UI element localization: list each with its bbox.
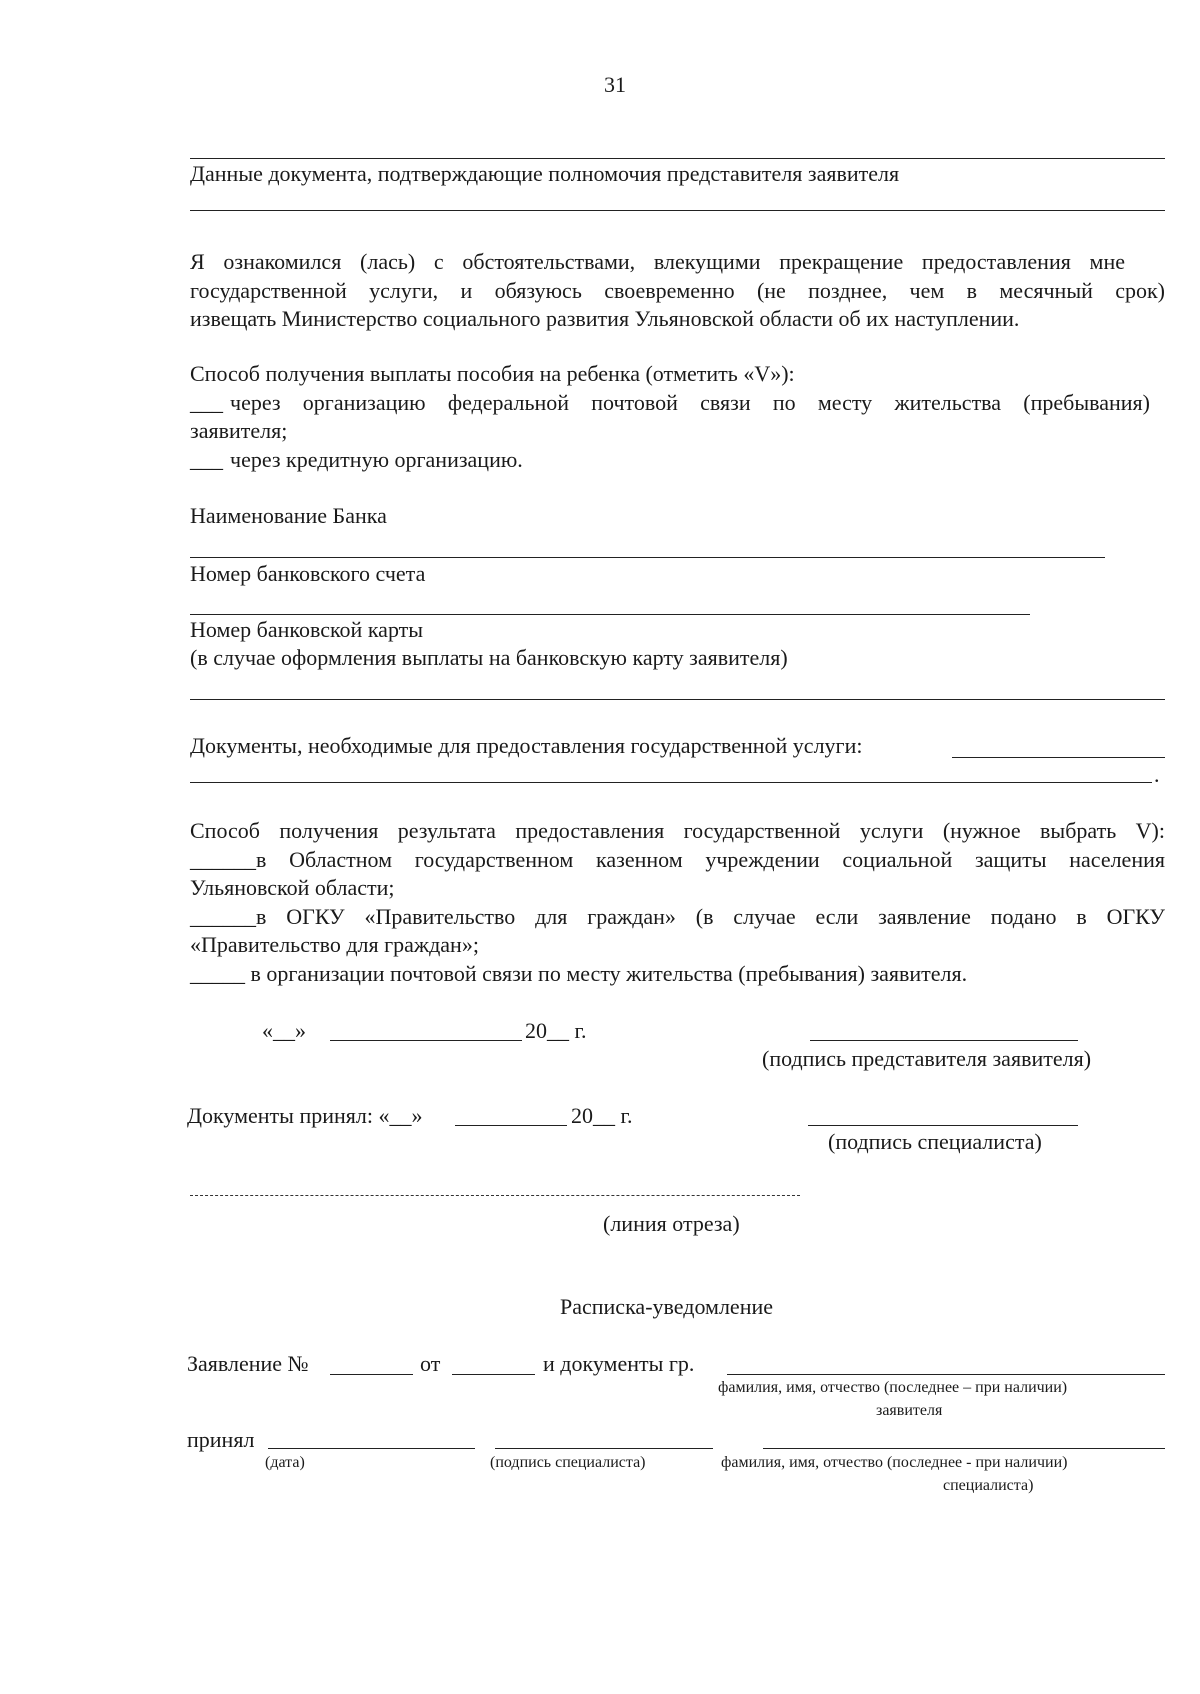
representative-doc-label: Данные документа, подтверждающие полномочия представителя заявителя [190, 161, 900, 186]
representative-blank-line-top[interactable] [190, 158, 1165, 159]
payment-method-heading: Способ получения выплаты пособия на ребенка (отметить «V»): [190, 361, 795, 386]
date-day-field[interactable]: «__» [262, 1018, 306, 1043]
acknowledgement-line-2: государственной услуги, и обязуюсь своевременно (не позднее, чем в месячный срок) [190, 278, 1165, 303]
result-option-3[interactable]: _____ в организации почтовой связи по месту жительства (пребывания) заявителя. [190, 961, 968, 986]
accepted-year: 20__ г. [571, 1103, 633, 1128]
receipt-from-label: от [420, 1351, 441, 1376]
bank-card-field[interactable] [190, 699, 1165, 700]
result-method-heading: Способ получения результата предоставления государственной услуги (нужное выбрать V): [190, 818, 1165, 843]
receipt-specialist-caption-1: фамилия, имя, отчество (последнее - при наличии) [721, 1454, 1068, 1471]
documents-field-line-1[interactable] [952, 757, 1165, 758]
receipt-signature-caption: (подпись специалиста) [490, 1454, 646, 1471]
receipt-applicant-caption-1: фамилия, имя, отчество (последнее – при наличии) [718, 1379, 1068, 1396]
representative-doc-field[interactable] [190, 210, 1165, 211]
receipt-applicant-name-field[interactable] [727, 1374, 1165, 1375]
bank-card-label: Номер банковской карты [190, 617, 424, 642]
receipt-documents-label: и документы гр. [543, 1351, 695, 1376]
documents-end-period: . [1154, 762, 1160, 787]
accepted-month-field[interactable] [455, 1125, 567, 1126]
specialist-signature-field[interactable] [808, 1125, 1078, 1126]
cut-line [190, 1195, 800, 1196]
cut-line-caption: (линия отреза) [603, 1211, 740, 1236]
representative-signature-caption: (подпись представителя заявителя) [762, 1046, 1092, 1071]
receipt-specialist-caption-2: специалиста) [943, 1477, 1034, 1494]
payment-option-post-checkbox[interactable]: ___ [190, 390, 223, 415]
receipt-application-label: Заявление № [187, 1351, 309, 1376]
page-number: 31 [604, 72, 626, 97]
representative-signature-field[interactable] [810, 1040, 1078, 1041]
documents-field-line-2[interactable] [190, 782, 1152, 783]
receipt-application-date-field[interactable] [452, 1374, 535, 1375]
specialist-signature-caption: (подпись специалиста) [828, 1129, 1042, 1154]
accepted-label: Документы принял: «__» [187, 1103, 423, 1128]
acknowledgement-line-3: извещать Министерство социального развития Ульяновской области об их наступлении. [190, 306, 1020, 331]
date-year: 20__ г. [525, 1018, 587, 1043]
payment-option-bank-label: через кредитную организацию. [230, 447, 523, 472]
payment-option-post-label: через организацию федеральной почтовой связи по месту жительства (пребывания) [230, 390, 1150, 415]
result-option-2[interactable]: ______в ОГКУ «Правительство для граждан» (в случае если заявление подано в ОГКУ [190, 904, 1165, 929]
receipt-date-field[interactable] [268, 1448, 475, 1449]
receipt-signature-field[interactable] [495, 1448, 713, 1449]
bank-account-field[interactable] [190, 614, 1030, 615]
date-month-field[interactable] [330, 1040, 522, 1041]
payment-option-post-label-cont: заявителя; [190, 418, 288, 443]
receipt-applicant-caption-2: заявителя [876, 1402, 943, 1419]
bank-name-label: Наименование Банка [190, 503, 387, 528]
acknowledgement-line-1: Я ознакомился (лась) с обстоятельствами, влекущими прекращение предоставления мне [190, 249, 1125, 274]
bank-card-note: (в случае оформления выплаты на банковскую карту заявителя) [190, 645, 788, 670]
result-option-2-cont: «Правительство для граждан»; [190, 932, 479, 957]
payment-option-bank-checkbox[interactable]: ___ [190, 447, 223, 472]
receipt-application-number-field[interactable] [330, 1374, 413, 1375]
documents-label: Документы, необходимые для предоставления государственной услуги: [190, 733, 863, 758]
receipt-title: Расписка-уведомление [560, 1294, 774, 1319]
receipt-date-caption: (дата) [265, 1454, 305, 1471]
result-option-1-cont: Ульяновской области; [190, 875, 395, 900]
receipt-specialist-name-field[interactable] [763, 1448, 1165, 1449]
bank-name-field[interactable] [190, 557, 1105, 558]
result-option-1[interactable]: ______в Областном государственном казенном учреждении социальной защиты населения [190, 847, 1165, 872]
bank-account-label: Номер банковского счета [190, 561, 426, 586]
receipt-accepted-label: принял [187, 1427, 255, 1452]
